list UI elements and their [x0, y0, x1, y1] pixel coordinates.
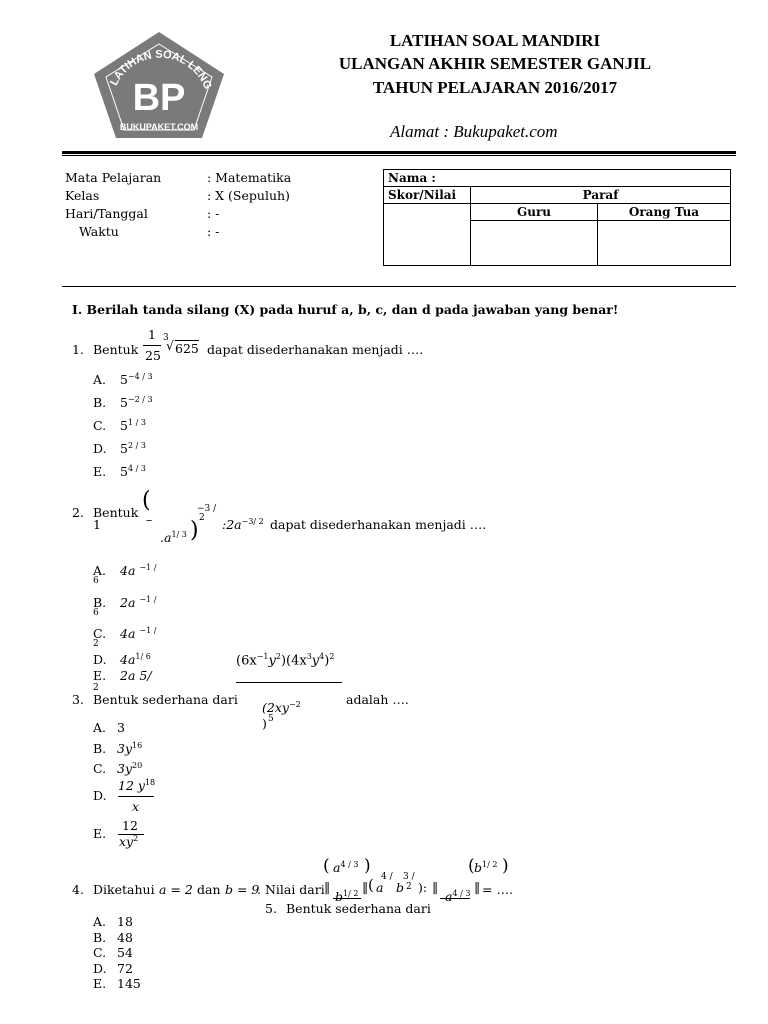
q1-root-index: 3: [163, 333, 169, 343]
q2-option-c-sub: 2: [93, 639, 99, 649]
q2-option-e[interactable]: [120, 668, 152, 683]
q1-option-a-base: 5: [120, 372, 128, 388]
q3-num-e1: −1: [256, 652, 269, 661]
q2-option-a-text: 4a: [120, 563, 136, 579]
q4-option-b[interactable]: 48: [117, 930, 133, 945]
q4-f1-num-exp: 4 / 3: [340, 860, 359, 869]
q4-cond-b: b = 9: [225, 882, 260, 897]
logo-arc-text: LATIHAN SOAL LENG: [108, 48, 214, 92]
q2-lead: Bentuk: [93, 505, 139, 520]
q1-option-c-exp: 1 / 3: [127, 418, 146, 427]
q1-radicand: 625: [175, 341, 199, 356]
q4-mid-a: [376, 880, 383, 895]
q4-option-e-letter[interactable]: E.: [93, 976, 107, 991]
q3-numerator: [236, 652, 334, 668]
q2-outer-exp-den: 2: [199, 513, 205, 523]
logo: [92, 30, 227, 140]
q4-bar-mid: ‖: [362, 879, 369, 894]
q3-option-a-letter[interactable]: A.: [93, 720, 107, 735]
q3-num-e3: 3: [306, 652, 312, 661]
q3-option-a[interactable]: 3: [117, 720, 125, 735]
q3-option-c[interactable]: [117, 761, 142, 776]
q3-option-e-den-text: xy: [119, 834, 134, 850]
q4-f2-open: (: [468, 856, 475, 876]
info-value-time: : -: [207, 224, 220, 239]
q4-f2-den-exp: 4 / 3: [452, 889, 471, 898]
q1-tail: dapat disederhanakan menjadi ….: [207, 342, 424, 357]
radical-icon: √: [166, 338, 174, 353]
q2-number: 2.: [72, 505, 84, 520]
q4-bar-right: ‖: [432, 879, 439, 894]
q2-a-term: [160, 530, 187, 545]
q2-option-e-text: 2a 5/: [120, 668, 152, 683]
q4-f2-num: [474, 860, 497, 875]
q4-option-c-letter[interactable]: C.: [93, 945, 107, 960]
q4-mid-open: (: [368, 876, 374, 894]
q2-a-base: .a: [160, 530, 172, 546]
name-label: Nama :: [388, 171, 436, 185]
q3-num-y2: y: [311, 653, 320, 669]
q2-option-b-letter[interactable]: B.: [93, 595, 107, 610]
q2-mult-base: :2a: [222, 517, 242, 533]
logo-site: BUKUPAKET.COM: [119, 122, 199, 132]
paraf-label: Paraf: [471, 187, 731, 204]
q4-mid-a-exp: 4 /: [381, 872, 393, 882]
guru-sign-cell[interactable]: [471, 221, 598, 266]
q2-outer-exp: −3 /: [197, 504, 217, 514]
q3-number: 3.: [72, 692, 84, 707]
q4-f1-num: [333, 860, 358, 875]
info-label-subject: Mata Pelajaran: [65, 170, 162, 185]
q3-den-exp: −2: [288, 700, 301, 709]
q4-option-c[interactable]: 54: [117, 945, 133, 960]
q3-option-b-letter[interactable]: B.: [93, 741, 107, 756]
q3-option-d-den: x: [132, 799, 140, 814]
q4-f1-num-base: a: [333, 860, 341, 876]
orang-tua-label: Orang Tua: [598, 204, 731, 221]
q1-option-c-letter[interactable]: C.: [93, 418, 107, 433]
q4-cond-a: a = 2: [159, 882, 193, 897]
q4-dan: dan: [197, 882, 221, 897]
q3-lead: Bentuk sederhana dari: [93, 692, 238, 707]
q3-option-c-exp: 20: [132, 761, 143, 770]
q3-frac-bar: [236, 682, 342, 683]
q4-f2-den-base: a: [445, 889, 453, 905]
q4-mid-a-base: a: [376, 880, 384, 895]
q3-num-e4: 4: [319, 652, 325, 661]
info-value-class: : X (Sepuluh): [207, 188, 290, 203]
q2-option-a-sub: 6: [93, 576, 99, 586]
q4-tail: = ….: [482, 882, 513, 897]
q2-mult: [222, 517, 264, 532]
q4-bar-end: ‖: [474, 879, 481, 894]
q2-option-b[interactable]: [120, 595, 156, 610]
q3-tail: adalah ….: [346, 692, 409, 707]
q5-number: 5.: [265, 901, 277, 916]
q3-den-base: (2xy: [262, 700, 289, 716]
q3-option-e-num[interactable]: 12: [122, 818, 138, 833]
q2-option-b-exp: −1 /: [139, 595, 157, 604]
q2-mult-exp: −3/ 2: [241, 517, 264, 526]
q2-option-c-text: 4a: [120, 626, 136, 642]
q2-option-a-exp: −1 /: [139, 563, 157, 572]
q2-option-e-sub: 2: [93, 683, 99, 693]
q3-option-d-bar: [118, 796, 154, 797]
header-line-3: TAHUN PELAJARAN 2016/2017: [372, 78, 618, 97]
q1-lead: Bentuk: [93, 342, 139, 357]
q1-option-e-letter[interactable]: E.: [93, 464, 107, 479]
q1-option-a-exp: −4 / 3: [127, 372, 153, 381]
header-address: Alamat : Bukupaket.com: [390, 122, 558, 141]
q4-f1-close: ): [364, 856, 371, 876]
q2-option-d-exp: 1/ 6: [135, 652, 151, 661]
q2-option-c[interactable]: [120, 626, 156, 641]
q3-option-b-text: 3y: [117, 741, 133, 757]
q2-option-d-text: 4a: [120, 652, 136, 668]
q3-option-d-letter[interactable]: D.: [93, 788, 107, 803]
q4-f2-den: [445, 889, 470, 904]
q2-option-c-letter[interactable]: C.: [93, 626, 107, 641]
q1-number: 1.: [72, 342, 84, 357]
score-cell[interactable]: [384, 204, 471, 266]
q2-option-d-letter[interactable]: D.: [93, 652, 107, 667]
q3-option-d-num-text: 12 y: [118, 778, 145, 794]
q4-f2-bar: [440, 898, 470, 899]
q4-f1-open: (: [323, 856, 330, 876]
q4-f2-close: ): [502, 856, 509, 876]
score-label: Skor/Nilai: [384, 187, 471, 204]
name-field[interactable]: [384, 170, 731, 187]
q4-option-e[interactable]: 145: [117, 976, 141, 991]
q1-option-b[interactable]: [120, 395, 153, 410]
info-value-subject: : Matematika: [207, 170, 292, 185]
q1-option-d-base: 5: [120, 441, 128, 457]
q3-num-y: y: [268, 653, 276, 669]
instruction: I. Berilah tanda silang (X) pada huruf a, b, c, dan d pada jawaban yang benar!: [72, 302, 619, 317]
orang-tua-sign-cell[interactable]: [598, 221, 731, 266]
q4-f2-num-exp: 1/ 2: [482, 860, 498, 869]
q1-option-a-letter[interactable]: A.: [93, 372, 107, 387]
header-line-1: LATIHAN SOAL MANDIRI: [389, 31, 601, 50]
q3-denominator: [262, 700, 301, 715]
q2-close-bracket: ): [190, 518, 199, 543]
q1-option-e-base: 5: [120, 464, 128, 480]
info-label-date: Hari/Tanggal: [65, 206, 148, 221]
header-divider: [62, 151, 736, 154]
q3-option-d-num[interactable]: [118, 778, 155, 793]
q2-a-exp: 1/ 3: [171, 530, 187, 539]
q4-f1-bar: [333, 898, 361, 899]
q3-option-c-letter[interactable]: C.: [93, 761, 107, 776]
q1-option-c[interactable]: [120, 418, 146, 433]
q3-option-e-letter[interactable]: E.: [93, 826, 107, 841]
info-label-time: Waktu: [79, 224, 119, 239]
logo-pentagon-icon: [92, 30, 227, 140]
q1-option-b-letter[interactable]: B.: [93, 395, 107, 410]
q5-lead: Bentuk sederhana dari: [286, 901, 431, 916]
q3-num-e5: 2: [329, 652, 335, 661]
info-value-date: : -: [207, 206, 220, 221]
q4-option-a[interactable]: 18: [117, 914, 133, 929]
q3-option-c-text: 3y: [117, 761, 133, 777]
q4-f1-den-exp: 1/ 2: [343, 889, 359, 898]
q1-option-a[interactable]: [120, 372, 153, 387]
q3-option-e-den: [119, 834, 138, 849]
q2-one: 1: [93, 517, 101, 532]
q3-num-mid: )(4x: [280, 653, 307, 669]
q1-option-d-exp: 2 / 3: [127, 441, 146, 450]
q1-option-d-letter[interactable]: D.: [93, 441, 107, 456]
logo-letters: BP: [132, 77, 186, 119]
q4-option-d-letter[interactable]: D.: [93, 961, 107, 976]
q4-option-d[interactable]: 72: [117, 961, 133, 976]
q2-tail: dapat disederhanakan menjadi ….: [270, 517, 487, 532]
score-table: [383, 169, 731, 266]
header-line-2: ULANGAN AKHIR SEMESTER GANJIL: [338, 54, 652, 73]
q3-num-a: (6x: [236, 653, 257, 669]
q2-option-a[interactable]: [120, 563, 156, 578]
q4-f2-num-base: b: [474, 860, 483, 876]
q2-open-bracket: (: [142, 488, 151, 513]
q3-num-close: ): [324, 653, 330, 669]
guru-label: Guru: [471, 204, 598, 221]
q4-option-a-letter[interactable]: A.: [93, 914, 107, 929]
q3-num-e2: 2: [275, 652, 281, 661]
q1-option-b-exp: −2 / 3: [127, 395, 153, 404]
q3-option-d-num-exp: 18: [144, 778, 156, 787]
q1-option-d[interactable]: [120, 441, 146, 456]
q4-f1-den-base: b: [335, 889, 344, 905]
q4-lead: Diketahui: [93, 882, 155, 897]
q2-dash: –: [146, 512, 153, 527]
q1-option-e[interactable]: [120, 464, 146, 479]
q2-option-b-text: 2a: [120, 595, 136, 611]
q4-mid-close: ):: [418, 880, 428, 895]
q4-bar-left: ‖: [324, 879, 331, 894]
q4-mid-b: b: [396, 880, 405, 895]
q2-option-a-letter[interactable]: A.: [93, 563, 107, 578]
q4-mid-b-sub: 2: [406, 882, 412, 892]
q2-option-d[interactable]: [120, 652, 151, 667]
q1-option-b-base: 5: [120, 395, 128, 411]
q3-option-b[interactable]: [117, 741, 142, 756]
q3-den-close: ): [262, 716, 267, 731]
q3-option-b-exp: 16: [132, 741, 143, 750]
q4-nilai: . Nilai dari: [257, 882, 325, 897]
q3-option-e-den-exp: 2: [133, 834, 139, 843]
q1-frac-num: 1: [148, 327, 156, 342]
q1-option-c-base: 5: [120, 418, 128, 434]
q1-option-e-exp: 4 / 3: [127, 464, 146, 473]
header-divider-thin: [62, 155, 736, 156]
q1-frac-bar: [143, 345, 161, 346]
q4-option-b-letter[interactable]: B.: [93, 930, 107, 945]
q2-option-e-letter[interactable]: E.: [93, 668, 107, 683]
q4-number: 4.: [72, 882, 84, 897]
q1-frac-den: 25: [145, 348, 161, 363]
q2-option-b-sub: 6: [93, 608, 99, 618]
q3-den-outer: 5: [268, 714, 274, 724]
q4-mid-b-exp: 3 /: [403, 872, 415, 882]
section-divider: [62, 286, 736, 287]
q2-option-c-exp: −1 /: [139, 626, 157, 635]
info-label-class: Kelas: [65, 188, 100, 203]
